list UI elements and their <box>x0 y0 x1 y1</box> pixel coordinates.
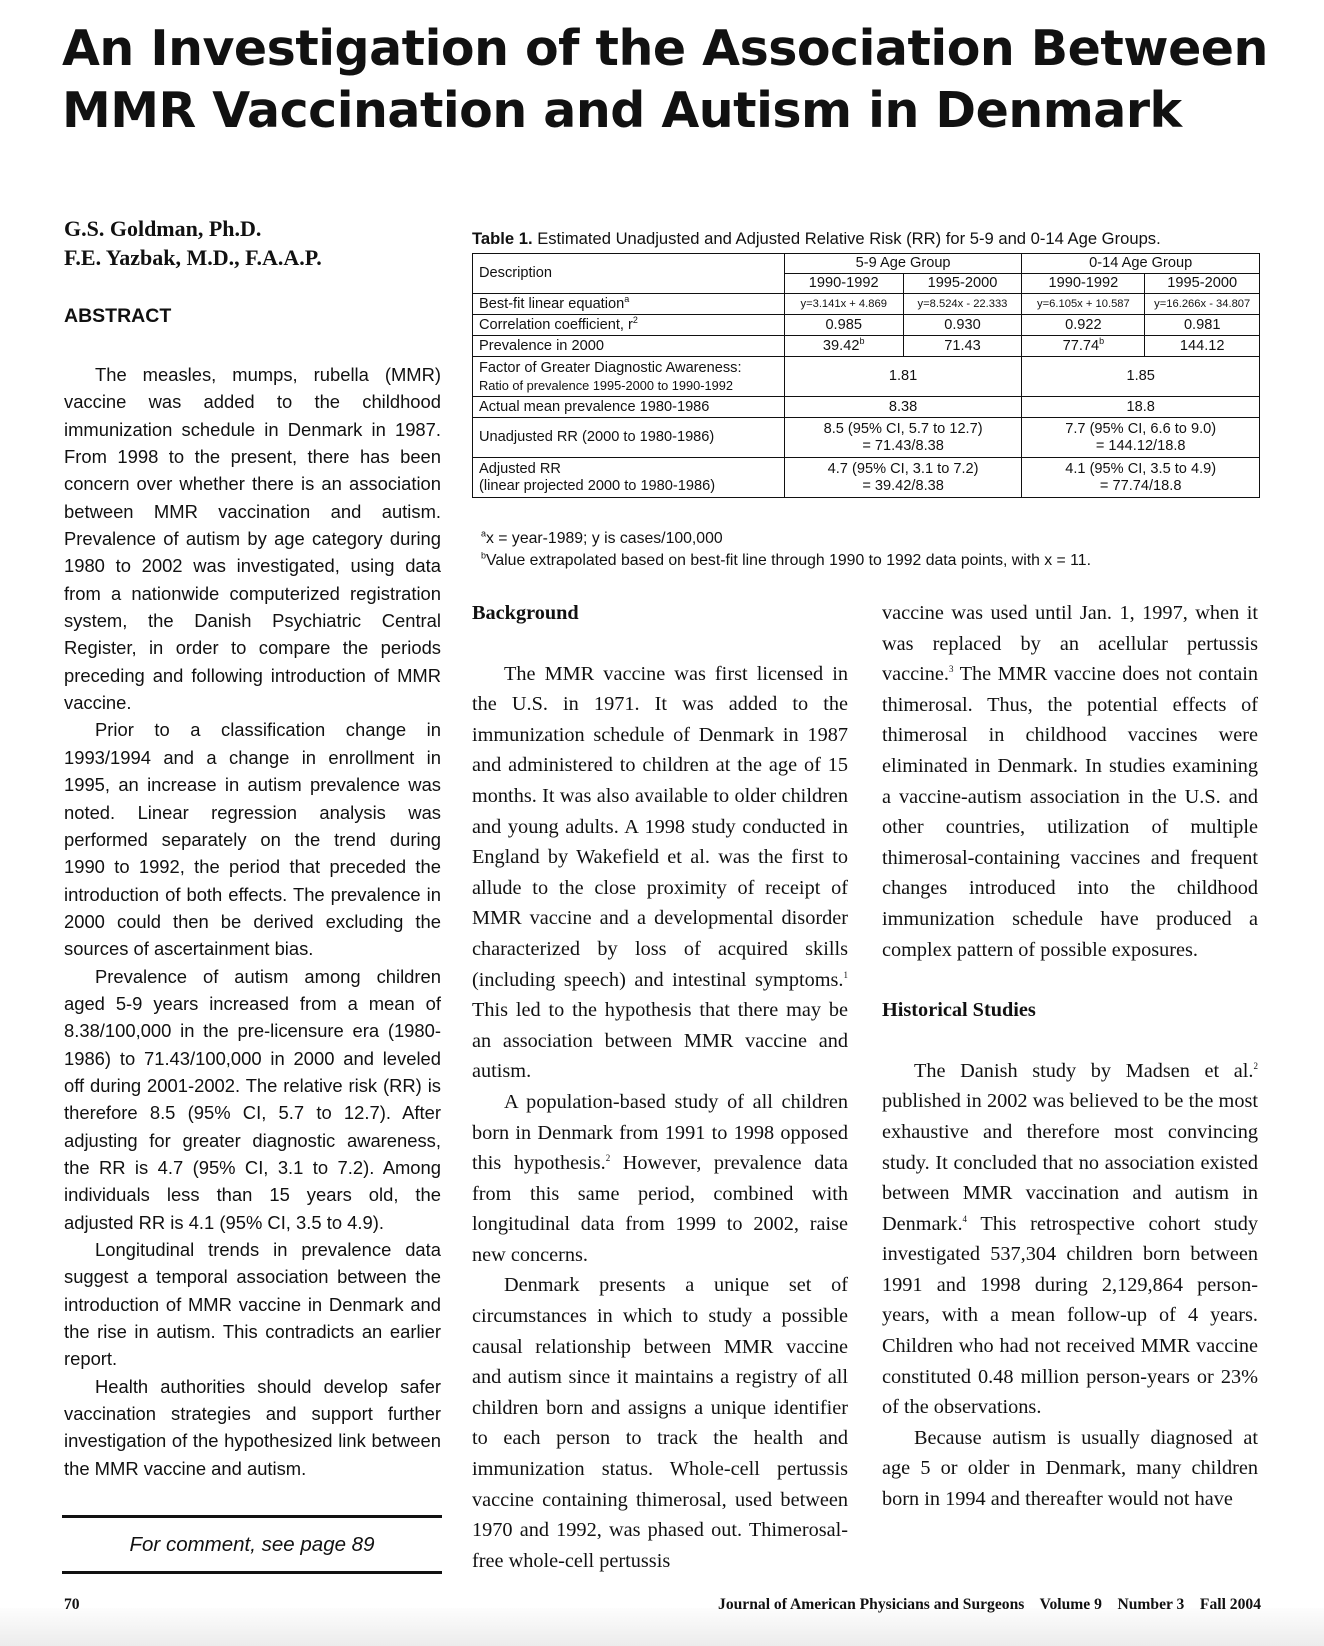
table-cell: 0.922 <box>1022 315 1145 336</box>
table-row <box>473 418 1260 458</box>
table-label: Table 1. <box>472 229 533 248</box>
table-cell: 0.981 <box>1145 315 1260 336</box>
row-label: Factor of Greater Diagnostic Awareness: Ratio of prevalence 1995-2000 to 1990-1992 <box>473 357 785 397</box>
body-column-right <box>882 598 1258 1515</box>
table-caption-text: Estimated Unadjusted and Adjusted Relative Risk (RR) for 5-9 and 0-14 Age Groups. <box>537 229 1161 248</box>
table-row <box>473 357 1260 397</box>
journal-footer: Journal of American Physicians and Surgeons Volume 9 Number 3 Fall 2004 <box>718 1596 1261 1613</box>
abstract-paragraph: Health authorities should develop safer vaccination strategies and support further investigation of the hypothesized link between the MMR vaccine and autism. <box>64 1375 441 1479</box>
table-cell: 18.8 <box>1022 397 1260 418</box>
row-label: Prevalence in 2000 <box>473 336 785 357</box>
body-paragraph: Because autism is usually diagnosed at age 5 or older in Denmark, many children born in 1994 and thereafter would not have <box>882 1426 1258 1511</box>
table-cell: 1.81 <box>784 357 1022 397</box>
table-row <box>473 397 1260 418</box>
title-line-1: An Investigation of the Association Between <box>62 20 1268 77</box>
table-caption <box>472 229 1272 249</box>
header-period: 1990-1992 <box>784 274 903 294</box>
table-cell: y=3.141x + 4.869 <box>784 294 903 315</box>
row-label: Correlation coefficient, $r^2$ <box>473 315 785 336</box>
table-cell: 71.43 <box>903 336 1022 357</box>
table-cell: 7.7 (95% CI, 6.6 to 9.0) = 144.12/18.8 <box>1022 418 1260 458</box>
row-label: Best-fit linear equation$^a$ <box>473 294 785 315</box>
header-description: Description <box>473 254 785 294</box>
body-paragraph: Denmark presents a unique set of circumstances in which to study a possible causal relationship between MMR vaccine and autism since it maintains a registry of all children born and assigns a unique identifier to each person to track the health and immunization status. Whole-cell pertussis vaccine containing thimerosal, used between 1970 and 1992, was phased out. Thimerosal-free whole-cell pertussis <box>472 1274 848 1572</box>
author-2: F.E. Yazbak, M.D., F.A.A.P. <box>64 245 322 270</box>
abstract-paragraph: Longitudinal trends in prevalence data suggest a temporal association between the introduction of MMR vaccine in Denmark and the rise in autism. This contradicts an earlier report. <box>64 1239 441 1370</box>
table-cell: 4.7 (95% CI, 3.1 to 7.2) = 39.42/8.38 <box>784 458 1022 498</box>
table-row <box>473 315 1260 336</box>
table-row <box>473 294 1260 315</box>
abstract-paragraph: The measles, mumps, rubella (MMR) vaccine was added to the childhood immunization schedule in Denmark in 1987. From 1998 to the present, there has been concern over whether there is an association between MMR vaccination and autism. Prevalence of autism by age category during 1980 to 2002 was investigated, using data from a nationwide computerized registration system, the Danish Psychiatric Central Register, in order to compare the periods preceding and following introduction of MMR vaccine. <box>64 364 441 714</box>
section-heading-historical: Historical Studies <box>882 999 1036 1022</box>
table-footnote-b: $^b$Value extrapolated based on best-fit line through 1990 to 1992 data points, with x = 11. <box>481 550 1091 569</box>
table-cell: 144.12 <box>1145 336 1260 357</box>
table-cell: y=8.524x - 22.333 <box>903 294 1022 315</box>
abstract-heading: ABSTRACT <box>64 305 172 327</box>
body-paragraph: The MMR vaccine was first licensed in the U.S. in 1971. It was added to the immunization schedule of Denmark in 1987 and administered to children at the age of 15 months. It was also available to older children and young adults. A 1998 study conducted in England by Wakefield et al. was the first to allude to the close proximity of receipt of MMR vaccine and a developmental disorder characterized by loss of acquired skills (including speech) and intestinal symptoms.$^1$ This led to the hypothesis that there may be an association between MMR vaccine and autism. <box>472 662 848 1083</box>
row-label: Unadjusted RR (2000 to 1980-1986) <box>473 418 785 458</box>
table-row <box>473 336 1260 357</box>
table-cell: 8.5 (95% CI, 5.7 to 12.7) = 71.43/8.38 <box>784 418 1022 458</box>
row-label: Actual mean prevalence 1980-1986 <box>473 397 785 418</box>
header-period: 1995-2000 <box>1145 274 1260 294</box>
author-1: G.S. Goldman, Ph.D. <box>64 216 262 241</box>
abstract-paragraph: Prevalence of autism among children aged 5-9 years increased from a mean of 8.38/100,000 in the pre-licensure era (1980-1986) to 71.43/100,000 in 2000 and leveled off during 2001-2002. The relative risk (RR) is therefore 8.5 (95% CI, 5.7 to 12.7). After adjusting for greater diagnostic awareness, the RR is 4.7 (95% CI, 3.1 to 7.2). Among individuals less than 15 years old, the adjusted RR is 4.1 (95% CI, 3.5 to 4.9). <box>64 965 441 1233</box>
body-column-middle <box>472 598 848 1576</box>
author-list <box>64 214 464 272</box>
header-period: 1990-1992 <box>1022 274 1145 294</box>
table-cell: 4.1 (95% CI, 3.5 to 4.9) = 77.74/18.8 <box>1022 458 1260 498</box>
article-title <box>62 18 1282 142</box>
body-paragraph: vaccine was used until Jan. 1, 1997, when it was replaced by an acellular pertussis vaccine.$^3$ The MMR vaccine does not contain thimerosal. Thus, the potential effects of thimerosal in childhood vaccines were eliminated in Denmark. In studies examining a vaccine-autism association in the U.S. and other countries, utilization of multiple thimerosal-containing vaccines and frequent changes introduced into the childhood immunization schedule have produced a complex pattern of possible exposures. <box>882 602 1258 961</box>
body-paragraph: A population-based study of all children born in Denmark from 1991 to 1998 opposed this hypothesis.$^2$ However, prevalence data from this same period, combined with longitudinal data from 1999 to 2002, raise new concerns. <box>472 1090 848 1266</box>
table-cell: 1.85 <box>1022 357 1260 397</box>
comment-reference: For comment, see page 89 <box>62 1515 442 1574</box>
relative-risk-table <box>472 253 1260 498</box>
table-cell: 39.42$^b$ <box>784 336 903 357</box>
table-cell: y=6.105x + 10.587 <box>1022 294 1145 315</box>
header-group-5-9: 5-9 Age Group <box>784 254 1022 274</box>
row-label: Adjusted RR (linear projected 2000 to 1980-1986) <box>473 458 785 498</box>
table-cell: 77.74$^b$ <box>1022 336 1145 357</box>
header-group-0-14: 0-14 Age Group <box>1022 254 1260 274</box>
abstract-body <box>64 361 441 1482</box>
title-line-2: MMR Vaccination and Autism in Denmark <box>62 82 1182 139</box>
header-period: 1995-2000 <box>903 274 1022 294</box>
section-heading-background: Background <box>472 602 579 624</box>
page-number: 70 <box>64 1596 80 1613</box>
table-footnote-a: $^a$x = year-1989; y is cases/100,000 <box>481 528 723 547</box>
body-paragraph: The Danish study by Madsen et al.$^2$ published in 2002 was believed to be the most exhaustive and therefore most convincing study. It concluded that no association existed between MMR vaccination and autism in Denmark.$^4$ This retrospective cohort study investigated 537,304 children born between 1991 and 1998 during 2,129,864 person-years, with a mean follow-up of 4 years. Children who had not received MMR vaccine constituted 0.48 million person-years or 23% of the observations. <box>882 1059 1258 1419</box>
table-row <box>473 458 1260 498</box>
table-cell: 0.930 <box>903 315 1022 336</box>
abstract-paragraph: Prior to a classification change in 1993/1994 and a change in enrollment in 1995, an increase in autism prevalence was noted. Linear regression analysis was performed separately on the trend during 1990 to 1992, the period that preceded the introduction of both effects. The prevalence in 2000 could then be derived excluding the sources of ascertainment bias. <box>64 719 441 960</box>
table-header-row <box>473 254 1260 274</box>
table-cell: 8.38 <box>784 397 1022 418</box>
table-cell: 0.985 <box>784 315 903 336</box>
table-cell: y=16.266x - 34.807 <box>1145 294 1260 315</box>
